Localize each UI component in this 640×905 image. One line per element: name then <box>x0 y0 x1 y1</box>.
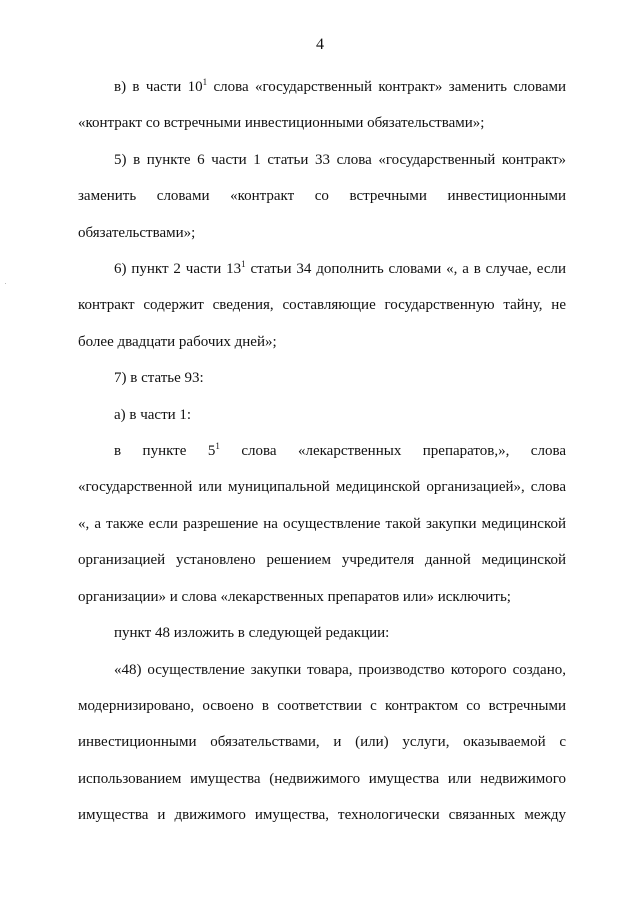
text-run: слова «государственный контракт» заменить словами «контракт со встречными инвестиционными обязательствами»; <box>78 79 567 132</box>
text-run: 7) в статье 93: <box>114 370 204 387</box>
text-run: в пункте 5 <box>114 443 216 460</box>
document-body <box>78 69 566 834</box>
superscript: 1 <box>202 77 208 87</box>
text-run: статьи 34 дополнить словами «, а в случае, если контракт содержит сведения, составляющие государственную тайну, не более двадцати рабочих дней»; <box>78 261 566 350</box>
text-run: в) в части 10 <box>114 79 203 95</box>
paragraph-item7a-p48-text <box>78 652 566 834</box>
text-run: «48) осуществление закупки товара, производство которого создано, модернизировано, освоено в соответствии с контрактом со встречными инвестиционными обязательствами, и (или) услуги, оказываемой с использованием имущества (недвижимого имущества или недвижимого имущества и движимого имущества, технологически связанных между <box>78 661 566 824</box>
paragraph-item7 <box>78 360 566 396</box>
superscript: 1 <box>241 259 246 270</box>
paragraph-item7a-p5-1 <box>78 433 566 615</box>
paragraph-v-part10-1 <box>78 69 566 142</box>
text-run: а) в части 1: <box>114 406 192 423</box>
text-run: 6) пункт 2 части 13 <box>114 261 242 278</box>
scan-speck <box>5 283 6 284</box>
text-run: пункт 48 изложить в следующей редакции: <box>114 625 390 642</box>
paragraph-item7a <box>78 397 566 433</box>
paragraph-item7a-p48 <box>78 615 566 651</box>
text-run: слова «лекарственных препаратов,», слова «государственной или муниципальной медицинской организацией», слова «, а также если разрешение на осуществление такой закупки медицинской организацией установлено решением учредителя данной медицинской организации» и слова «лекарственных препаратов или» исключить; <box>78 443 566 605</box>
paragraph-item6 <box>78 251 566 360</box>
page-number: 4 <box>316 36 324 53</box>
superscript: 1 <box>215 441 220 452</box>
text-run: 5) в пункте 6 части 1 статьи 33 слова «государственный контракт» заменить словами «контракт со встречными инвестиционными обязательствами»; <box>78 151 566 241</box>
paragraph-item5 <box>78 142 566 251</box>
